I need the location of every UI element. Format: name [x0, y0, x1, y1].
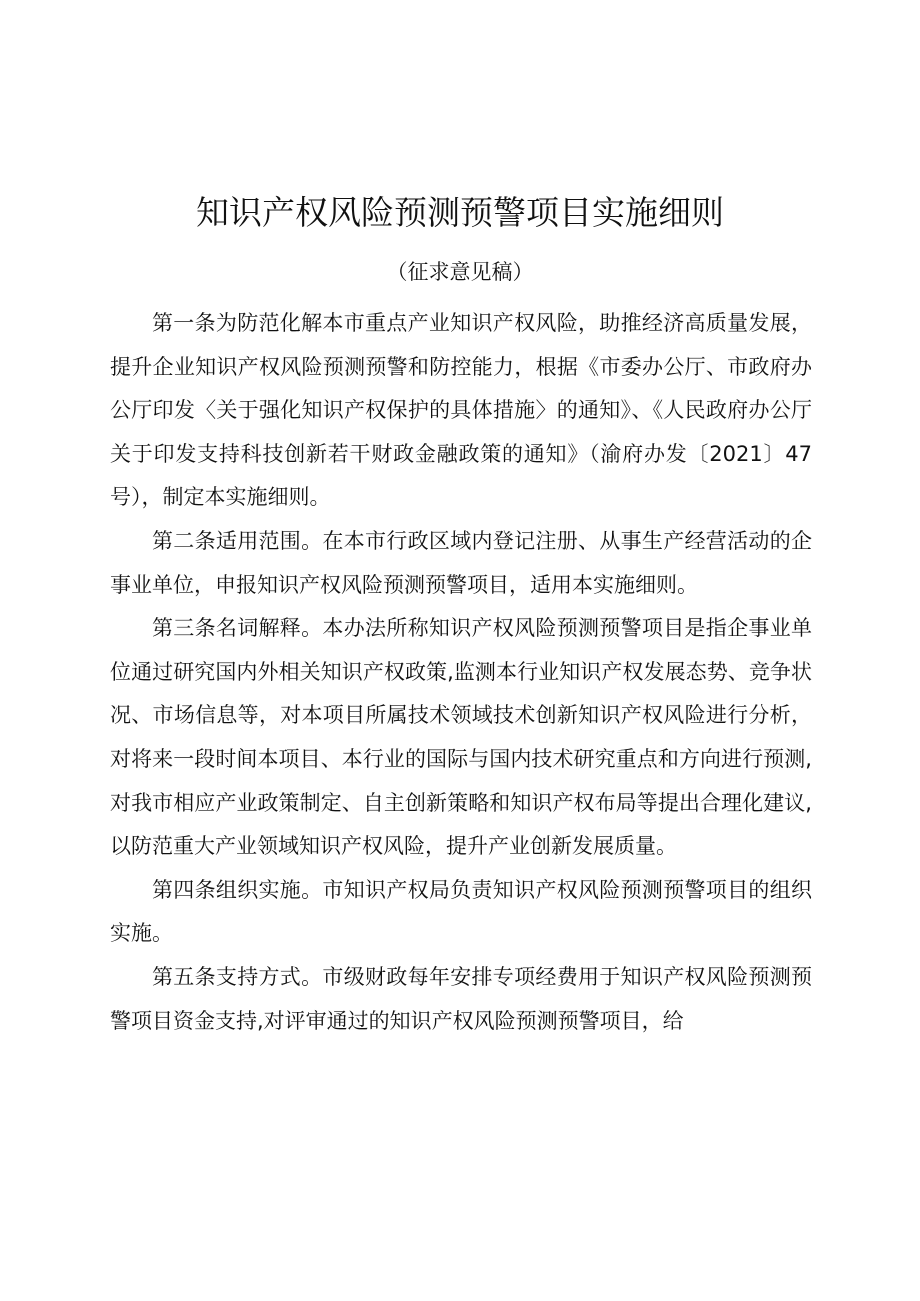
article-1-paragraph: 第一条为防范化解本市重点产业知识产权风险，助推经济高质量发展，提升企业知识产权风险预测预警和防控能力，根据《市委办公厅、市政府办公厅印发〈关于强化知识产权保护的具体措施〉的通知》、《人民政府办公厅关于印发支持科技创新若干财政金融政策的通知》（渝府办发〔2021〕47号），制定本实施细则。 [110, 311, 812, 510]
document-title: 知识产权风险预测预警项目实施细则 [196, 193, 724, 232]
document-subtitle: （征求意见稿） [386, 260, 534, 284]
article-5-paragraph: 第五条支持方式。市级财政每年安排专项经费用于知识产权风险预测预警项目资金支持,对评审通过的知识产权风险预测预警项目，给 [110, 964, 812, 1033]
article-3-paragraph: 第三条名词解释。本办法所称知识产权风险预测预警项目是指企事业单位通过研究国内外相关知识产权政策,监测本行业知识产权发展态势、竞争状况、市场信息等，对本项目所属技术领域技术创新知识产权风险进行分析，对将来一段时间本项目、本行业的国际与国内技术研究重点和方向进行预测,对我市相应产业政策制定、自主创新策略和知识产权布局等提出合理化建议,以防范重大产业领域知识产权风险，提升产业创新发展质量。 [110, 616, 812, 859]
article-2-paragraph: 第二条适用范围。在本市行政区域内登记注册、从事生产经营活动的企事业单位，申报知识产权风险预测预警项目，适用本实施细则。 [110, 528, 812, 597]
article-4-paragraph: 第四条组织实施。市知识产权局负责知识产权风险预测预警项目的组织实施。 [110, 877, 812, 946]
document-body [110, 302, 812, 1043]
